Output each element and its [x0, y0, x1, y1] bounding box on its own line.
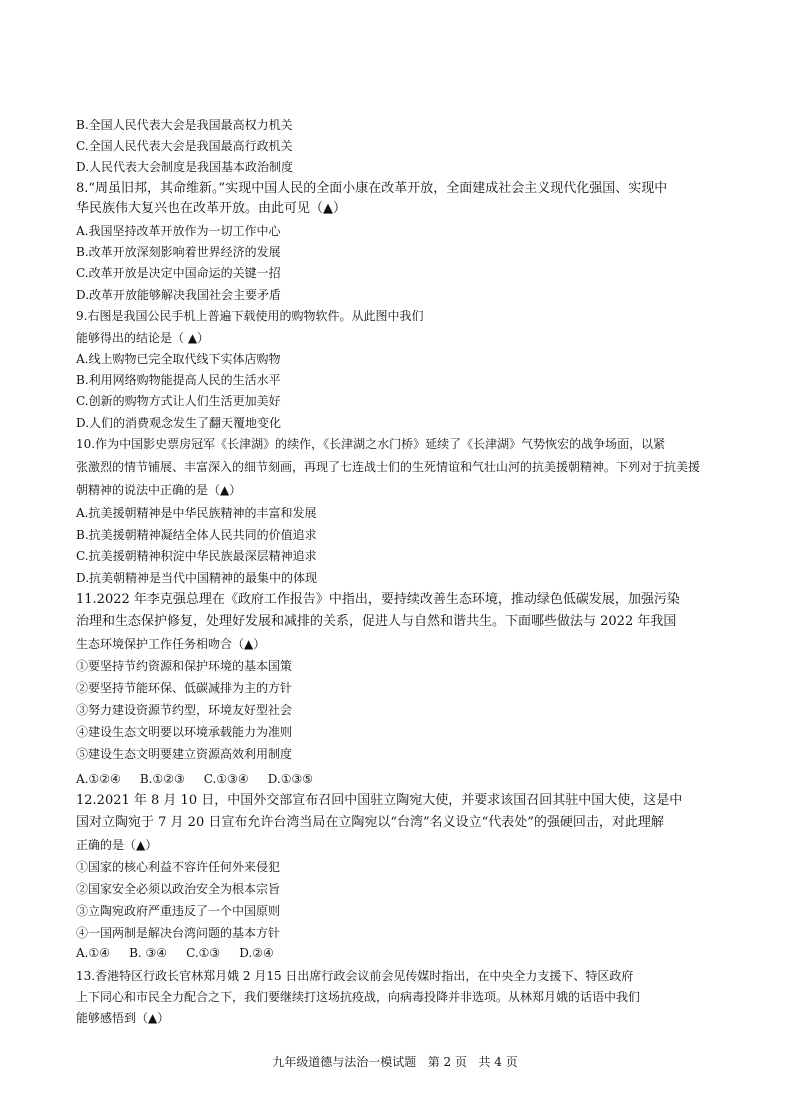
question-10-stem: 10.作为中国影史票房冠军《长津湖》的续作，《长津湖之水门桥》延续了《长津湖》气势恢宏的战争场面，以紧 — [76, 437, 666, 451]
question-13-stem: 13.香港特区行政长官林郑月娥 2 月15 日出席行政会议前会见传媒时指出，在中央全力支援下、特区政府 — [76, 969, 634, 983]
option-line: D.抗美朝精神是当代中国精神的最集中的体现 — [76, 571, 318, 585]
answer-options: A.①②④ B.①②③ C.①③④ D.①③⑤ — [76, 772, 313, 786]
option-line: B.改革开放深刻影响着世界经济的发展 — [76, 245, 281, 259]
question-12-stem-cont: 国对立陶宛于 7 月 20 日宣布允许台湾当局在立陶宛以“台湾”名义设立“代表处”的强硬回击，对此理解 — [76, 815, 664, 830]
statement-line: ②要坚持节能环保、低碳减排为主的方针 — [76, 681, 293, 695]
question-10-stem-cont: 张激烈的情节铺展、丰富深入的细节刻画，再现了七连战士们的生死情谊和气壮山河的抗美援朝精神。下列对于抗美援 — [76, 460, 701, 474]
statement-line: ④建设生态文明要以环境承载能力为准则 — [76, 725, 293, 739]
statement-line: ④一国两制是解决台湾问题的基本方针 — [76, 926, 281, 940]
statement-line: ⑤建设生态文明要建立资源高效利用制度 — [76, 747, 293, 761]
option-line: C.全国人民代表大会是我国最高行政机关 — [76, 139, 293, 153]
question-13-stem-cont: 能够感悟到（▲） — [76, 1011, 170, 1025]
option-line: A.我国坚持改革开放作为一切工作中心 — [76, 224, 281, 238]
statement-line: ③立陶宛政府严重违反了一个中国原则 — [76, 904, 281, 918]
option-line: A.抗美援朝精神是中华民族精神的丰富和发展 — [76, 506, 317, 520]
answer-options: A.①④ B. ③④ C.①③ D.②④ — [76, 946, 274, 960]
question-12-stem-cont: 正确的是（▲） — [76, 838, 158, 852]
statement-line: ③努力建设资源节约型，环境友好型社会 — [76, 703, 293, 717]
statement-line: ①要坚持节约资源和保护环境的基本国策 — [76, 659, 293, 673]
question-8-stem-cont: 华民族伟大复兴也在改革开放。由此可见（▲） — [76, 201, 346, 216]
question-9-stem-cont: 能够得出的结论是（ ▲） — [76, 331, 210, 345]
option-line: B.抗美援朝精神凝结全体人民共同的价值追求 — [76, 528, 317, 542]
page-footer: 九年级道德与法治一模试题 第 2 页 共 4 页 — [272, 1055, 518, 1069]
option-line: D.改革开放能够解决我国社会主要矛盾 — [76, 288, 282, 302]
option-line: A.线上购物已完全取代线下实体店购物 — [76, 352, 281, 366]
question-12-stem: 12.2021 年 8 月 10 日，中国外交部宣布召回中国驻立陶宛大使，并要求该国召回其驻中国大使，这是中 — [76, 793, 683, 808]
question-11-stem: 11.2022 年李克强总理在《政府工作报告》中指出，要持续改善生态环境，推动绿色低碳发展，加强污染 — [76, 592, 680, 607]
question-11-stem-cont: 治理和生态保护修复，处理好发展和减排的关系，促进人与自然和谐共生。下面哪些做法与 2022 年我国 — [76, 614, 677, 629]
option-line: C.创新的购物方式让人们生活更加美好 — [76, 394, 281, 408]
option-line: D.人们的消费观念发生了翻天覆地变化 — [76, 416, 282, 430]
statement-line: ②国家安全必须以政治安全为根本宗旨 — [76, 882, 281, 896]
statement-line: ①国家的核心利益不容许任何外来侵犯 — [76, 860, 281, 874]
question-11-stem-cont: 生态环境保护工作任务相吻合（▲） — [76, 637, 266, 651]
question-8-stem: 8.“周虽旧邦，其命维新。”实现中国人民的全面小康在改革开放，全面建成社会主义现代化强国、实现中 — [76, 181, 668, 196]
option-line: B.利用网络购物能提高人民的生活水平 — [76, 373, 281, 387]
option-line: B.全国人民代表大会是我国最高权力机关 — [76, 118, 293, 132]
question-9-stem: 9.右图是我国公民手机上普遍下载使用的购物软件。从此图中我们 — [76, 309, 424, 323]
question-10-stem-cont: 朝精神的说法中正确的是（▲） — [76, 483, 242, 497]
question-13-stem-cont: 上下同心和市民全力配合之下，我们要继续打这场抗疫战，向病毒投降并非选项。从林郑月娥的话语中我们 — [76, 990, 641, 1004]
option-line: C.改革开放是决定中国命运的关键一招 — [76, 266, 281, 280]
option-line: D.人民代表大会制度是我国基本政治制度 — [76, 160, 294, 174]
option-line: C.抗美援朝精神积淀中华民族最深层精神追求 — [76, 549, 317, 563]
